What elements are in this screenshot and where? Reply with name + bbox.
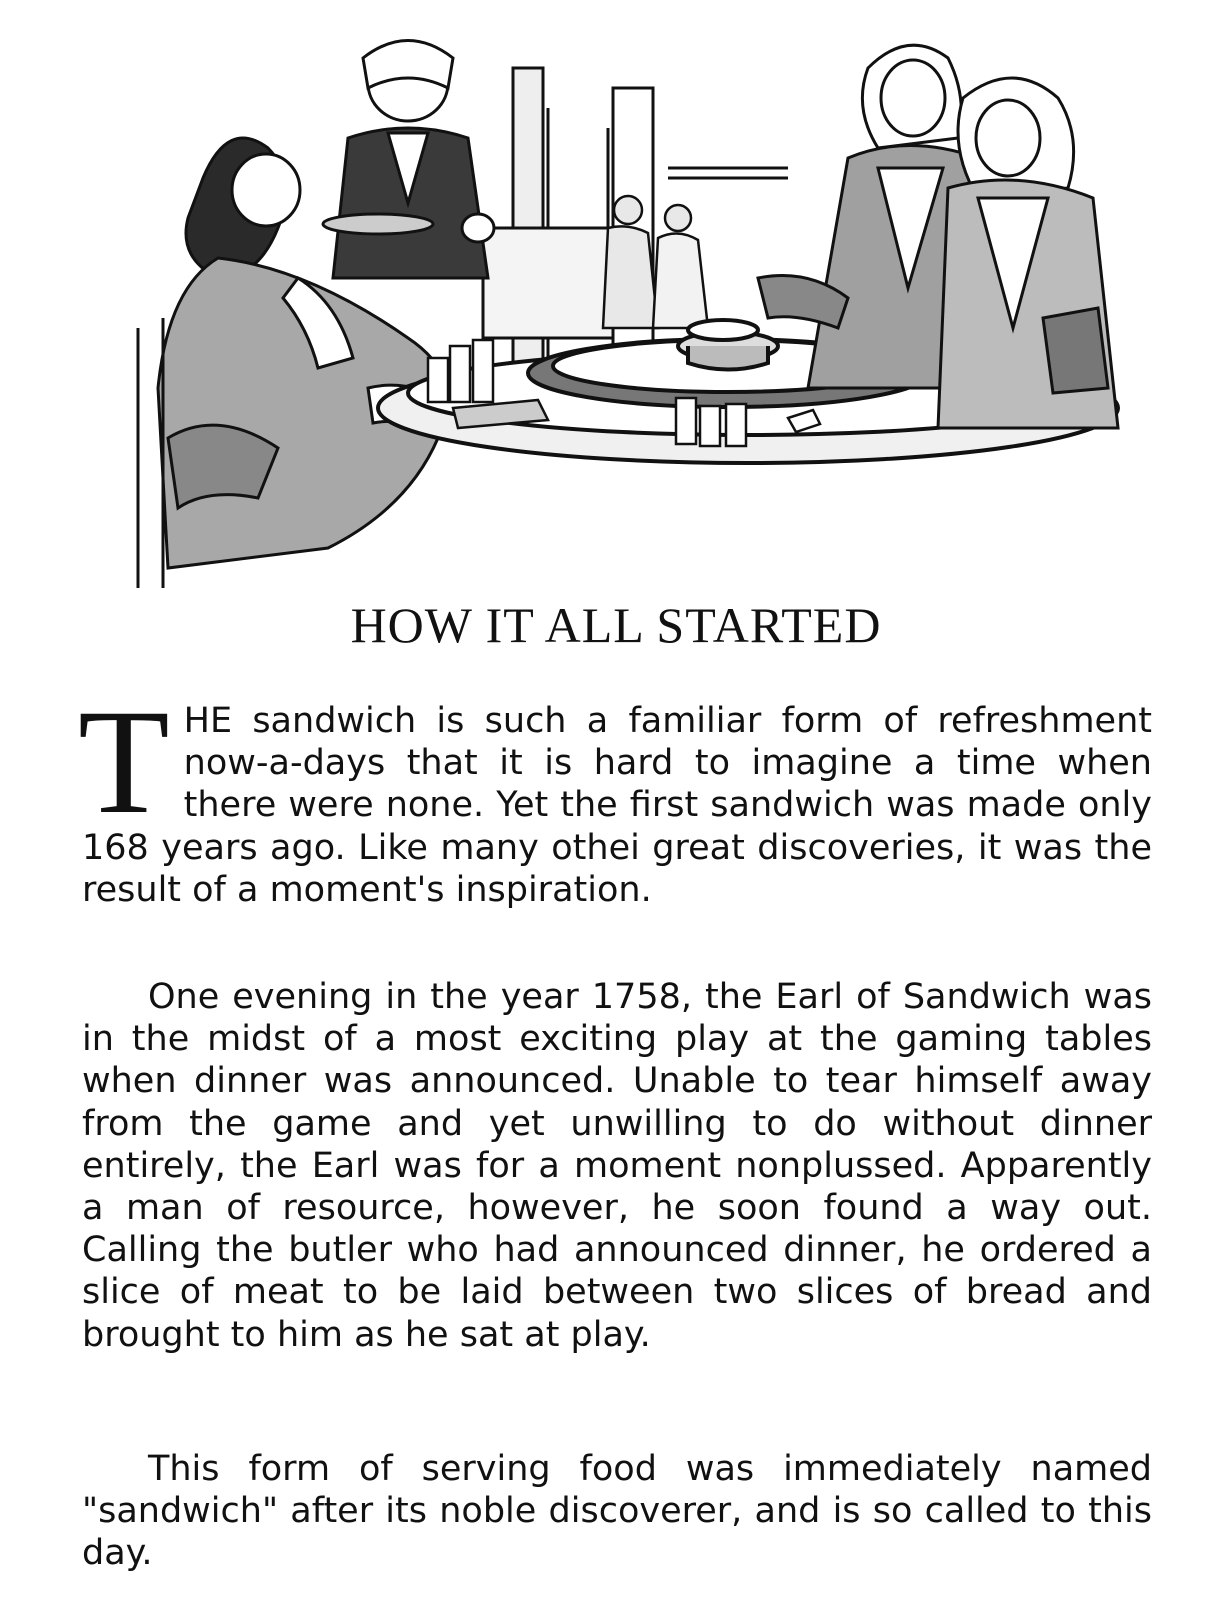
gaming-table-illustration — [108, 28, 1136, 594]
gaming-table-scene-icon — [108, 28, 1136, 594]
article-title: HOW IT ALL STARTED — [350, 597, 882, 653]
paragraph-2: One evening in the year 1758, the Earl of Sandwich was in the midst of a most exciting play at the gaming tables when dinner was announced. Unable to tear himself away from the game and yet unwilling to do without dinner entirely, the Earl was for a moment nonplussed. Apparently a man of resource, however, he soon found a way out. Calling the butler who had announced dinner, he ordered a slice of meat to be laid between two slices of bread and brought to him as he sat at play. — [82, 977, 1152, 1355]
paragraph-1-text: HE sandwich is such a familiar form of refreshment now-a-days that it is hard to imagine a time when there were none. Yet the first sandwich was made only 168 years ago. Like many othei great discoveries, it was the result of a moment's inspiration. — [82, 701, 1152, 910]
drop-cap: T — [78, 679, 170, 845]
paragraph-3: This form of serving food was immediately named "sandwich" after its noble discoverer, and is so called to this day. — [82, 1449, 1152, 1574]
paragraph-1 — [78, 679, 1152, 911]
